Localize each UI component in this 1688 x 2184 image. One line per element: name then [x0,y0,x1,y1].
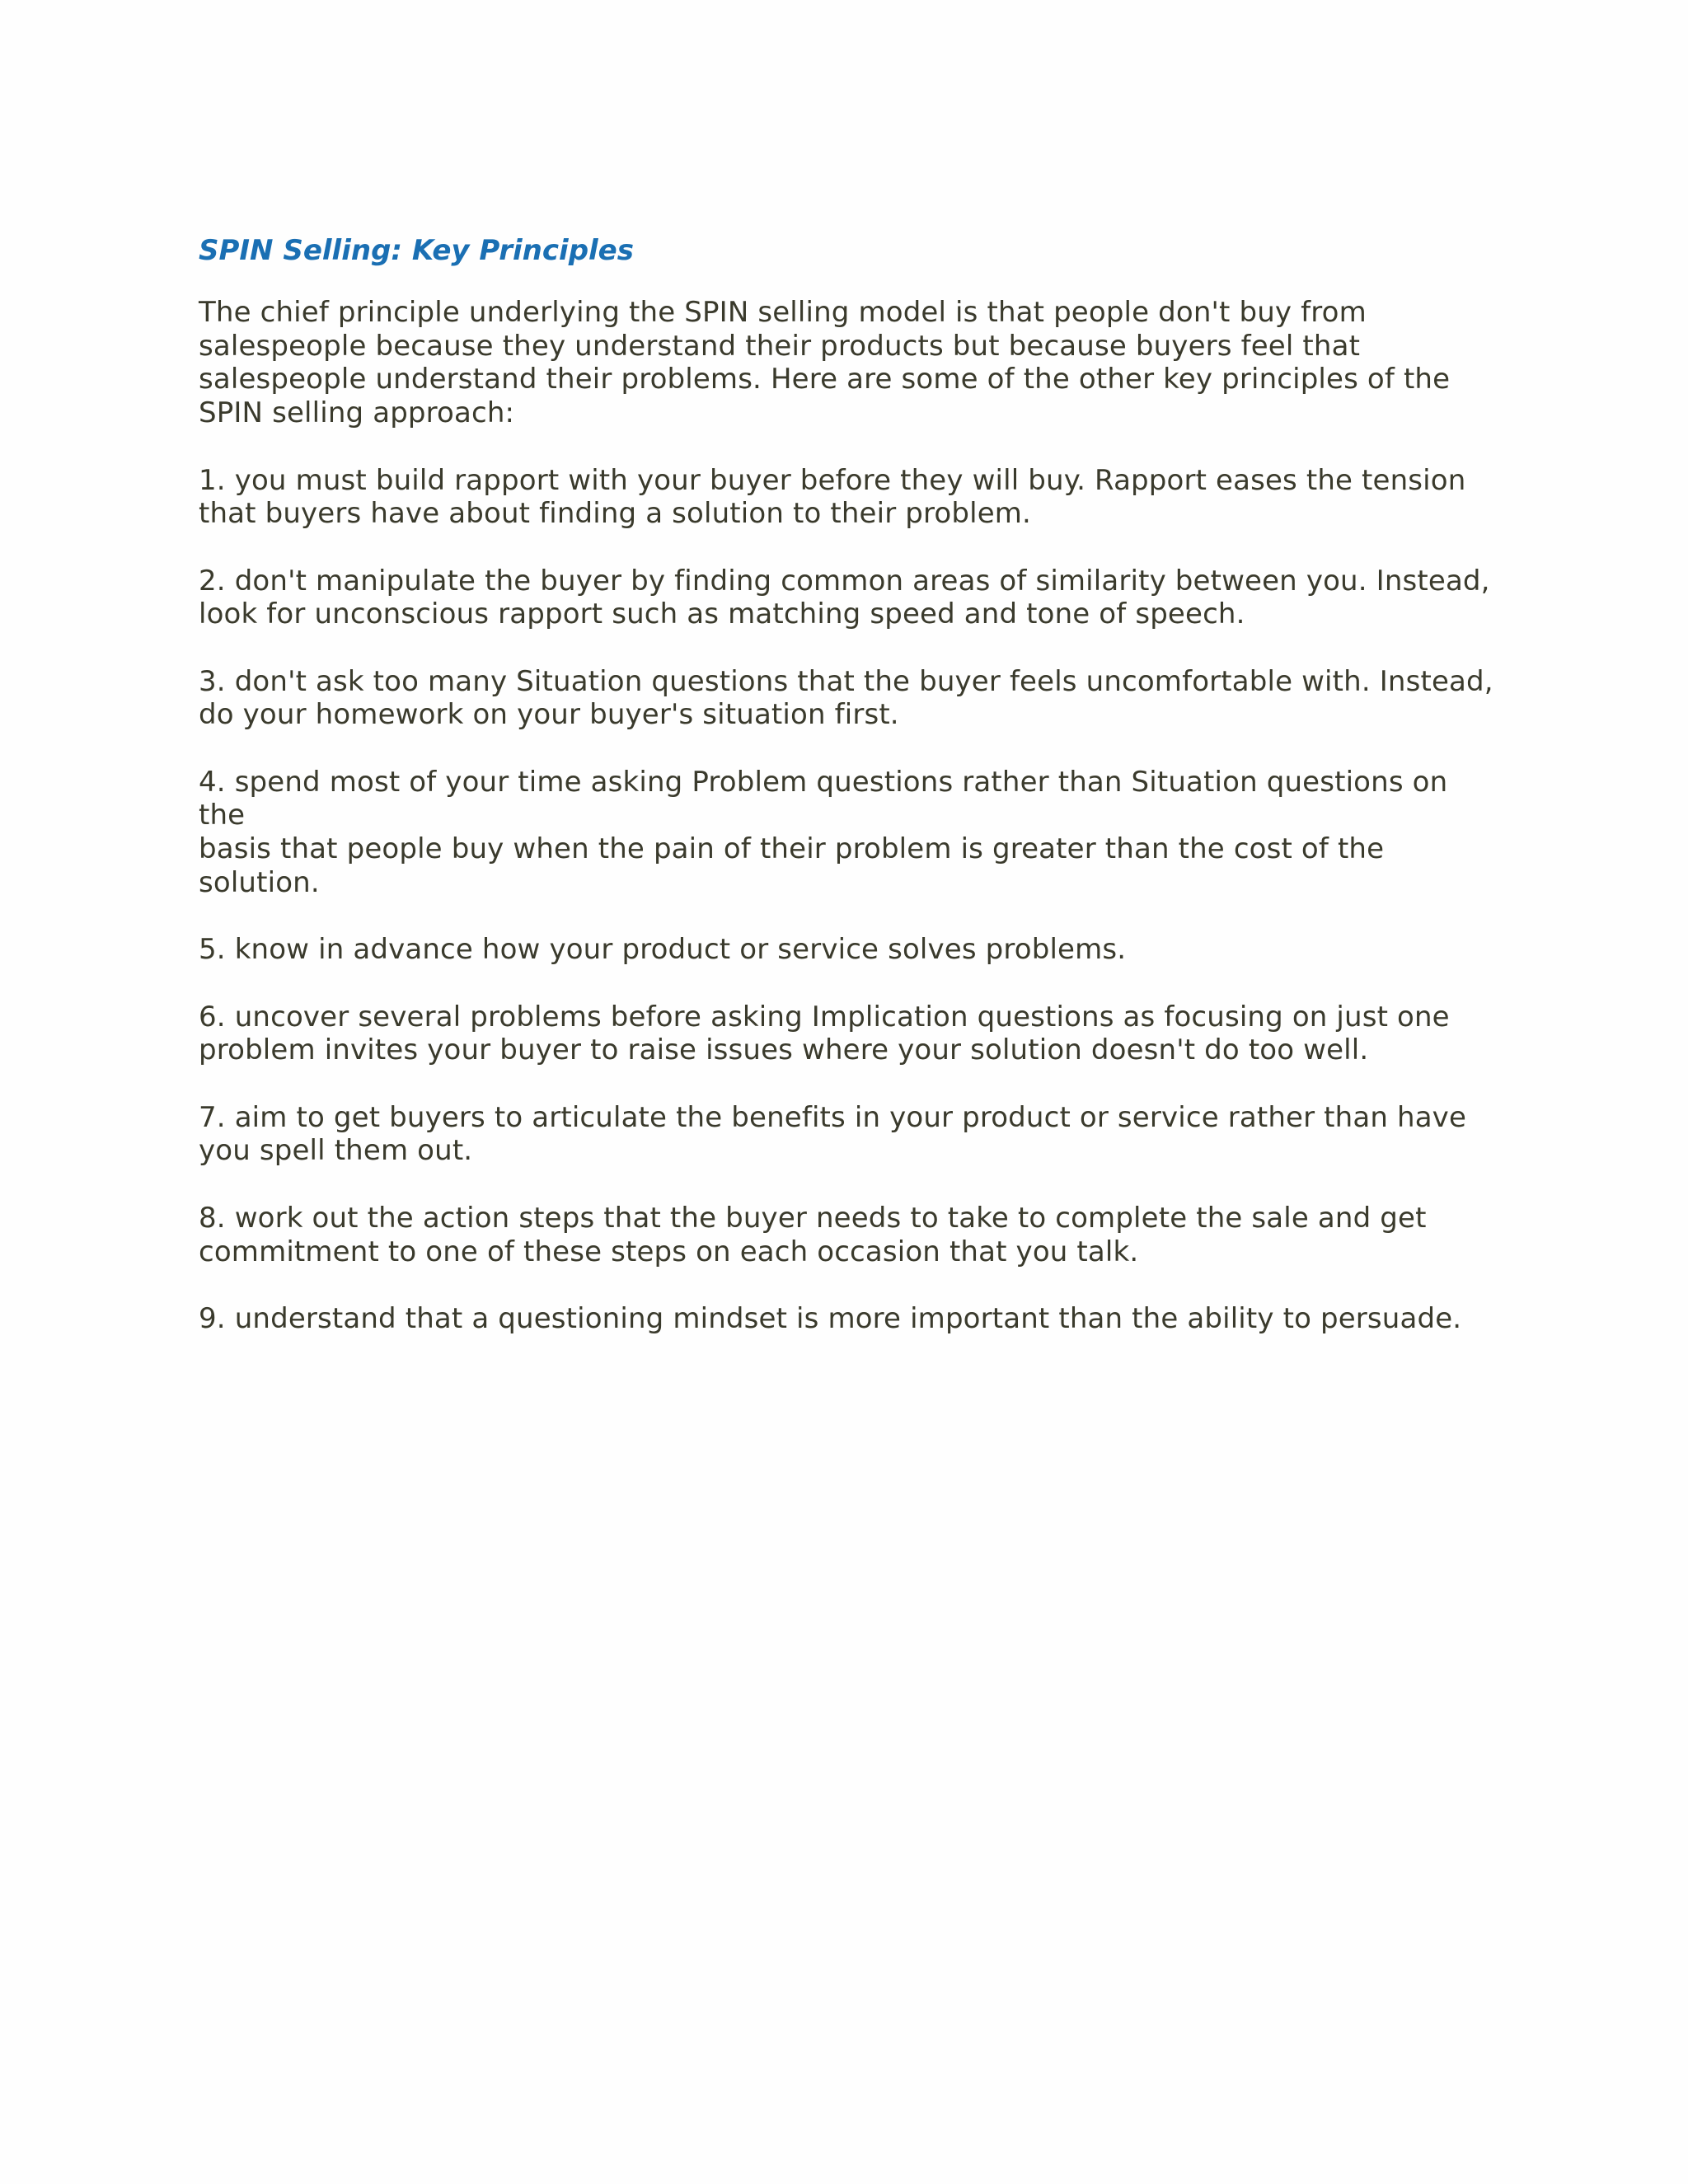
principle-3 [199,665,1501,732]
principle-line: 7. aim to get buyers to articulate the benefits in your product or service rather than have [199,1100,1467,1134]
principle-line: basis that people buy when the pain of their problem is greater than the cost of the [199,832,1385,866]
principle-line: 4. spend most of your time asking Problem questions rather than Situation questions on the [199,765,1448,832]
principle-line: do your homework on your buyer's situation first. [199,698,899,732]
principle-7 [199,1101,1501,1168]
principle-4 [199,766,1501,900]
intro-line: The chief principle underlying the SPIN selling model is that people don't buy from [199,296,1367,329]
principle-line: 3. don't ask too many Situation questions that the buyer feels uncomfortable with. Instead, [199,664,1493,698]
intro-paragraph [199,296,1501,430]
principle-line: 8. work out the action steps that the buyer needs to take to complete the sale and get [199,1201,1427,1235]
principle-line: solution. [199,865,320,899]
principle-5 [199,933,1501,967]
principle-line: 5. know in advance how your product or service solves problems. [199,933,1127,967]
principle-line: 9. understand that a questioning mindset is more important than the ability to persuade. [199,1301,1462,1335]
principle-2 [199,565,1501,631]
principle-9 [199,1302,1501,1336]
principle-line: that buyers have about finding a solution to their problem. [199,497,1031,531]
principle-line: problem invites your buyer to raise issues where your solution doesn't do too well. [199,1033,1369,1067]
document-title: SPIN Selling: Key Principles [199,234,634,267]
intro-line: SPIN selling approach: [199,396,515,430]
document-page [199,229,1501,1369]
principle-6 [199,1001,1501,1067]
intro-line: salespeople understand their problems. Here are some of the other key principles of the [199,363,1451,396]
principle-line: 1. you must build rapport with your buyer before they will buy. Rapport eases the tension [199,463,1466,497]
principle-line: commitment to one of these steps on each occasion that you talk. [199,1235,1139,1268]
principle-line: 6. uncover several problems before asking Implication questions as focusing on just one [199,1000,1450,1033]
principle-1 [199,464,1501,531]
principle-8 [199,1202,1501,1268]
principle-line: you spell them out. [199,1134,473,1168]
intro-line: salespeople because they understand their products but because buyers feel that [199,329,1361,363]
principle-line: 2. don't manipulate the buyer by finding common areas of similarity between you. Instead, [199,564,1490,598]
principle-line: look for unconscious rapport such as matching speed and tone of speech. [199,598,1245,631]
